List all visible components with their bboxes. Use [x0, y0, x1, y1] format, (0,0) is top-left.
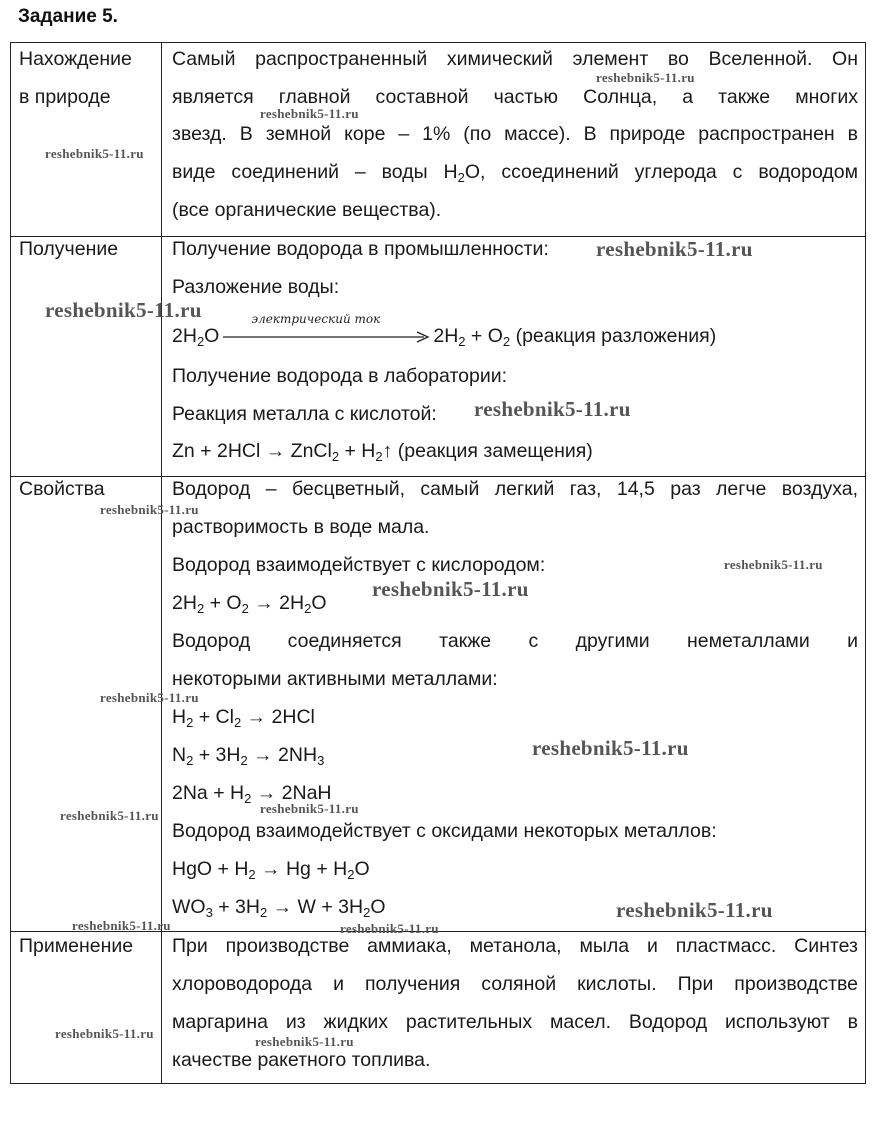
watermark: reshebnik5-11.ru — [474, 397, 631, 421]
watermark: reshebnik5-11.ru — [72, 918, 171, 933]
watermark: reshebnik5-11.ru — [596, 70, 695, 85]
watermark: reshebnik5-11.ru — [100, 502, 199, 517]
watermark: reshebnik5-11.ru — [596, 237, 753, 261]
properties-line: Водород взаимодействует с оксидами некоторых металлов: — [172, 820, 717, 842]
occurrence-line: виде соединений – воды $H_2O$, ссоединений углерода с водородом — [172, 161, 858, 185]
page-title: Задание 5. — [18, 6, 118, 27]
watermark: reshebnik5-11.ru — [60, 808, 159, 823]
reaction-arrow — [221, 311, 431, 349]
occurrence-line: Самый распространенный химический элемент во Вселенной. Он — [172, 48, 858, 70]
equation-n2-h2: $N_2 + 3H_2 \to 2NH_3$ — [172, 744, 325, 768]
equation-hgo-h2: HgO + $H_2 \to Hg + H_2O$ — [172, 858, 370, 882]
row-header-production: Получение — [19, 238, 119, 260]
watermark: reshebnik5-11.ru — [100, 690, 199, 705]
row-header-occurrence-line2: в природе — [19, 86, 111, 108]
production-line: Получение водорода в промышленности: — [172, 238, 549, 260]
watermark: reshebnik5-11.ru — [532, 736, 689, 760]
properties-line: Водород взаимодействует с кислородом: — [172, 554, 546, 576]
properties-line: Водород – бесцветный, самый легкий газ, 14,5 раз легче воздуха, — [172, 478, 858, 500]
watermark: reshebnik5-11.ru — [45, 146, 144, 161]
production-line: Реакция металла с кислотой: — [172, 403, 437, 425]
application-line: хлороводорода и получения соляной кислоты. При производстве — [172, 973, 858, 995]
occurrence-line: (все органические вещества). — [172, 199, 442, 221]
row-header-occurrence-line1: Нахождение — [19, 48, 132, 70]
properties-line: некоторыми активными металлами: — [172, 668, 498, 690]
watermark: reshebnik5-11.ru — [260, 106, 359, 121]
arrow-condition-label: электрический ток — [251, 311, 381, 326]
watermark: reshebnik5-11.ru — [45, 298, 202, 322]
application-line: качестве ракетного топлива. — [172, 1049, 431, 1071]
production-line: Получение водорода в лаборатории: — [172, 365, 508, 387]
water-decomposition-equation: $2H_2O$ электрический ток $2H_2 + O_2$ (реакция разложения) — [172, 311, 717, 349]
application-line: маргарина из жидких растительных масел. Водород используют в — [172, 1011, 858, 1033]
occurrence-line: звезд. В земной коре – 1% (по массе). В природе распространен в — [172, 123, 858, 145]
watermark: reshebnik5-11.ru — [260, 801, 359, 816]
watermark: reshebnik5-11.ru — [55, 1026, 154, 1041]
watermark: reshebnik5-11.ru — [255, 1034, 354, 1049]
zinc-acid-equation: Zn + 2HCl → ZnCl$_2$ + $H_2↑$ (реакция замещения) — [172, 440, 593, 464]
watermark: reshebnik5-11.ru — [724, 557, 823, 572]
watermark: reshebnik5-11.ru — [372, 577, 529, 601]
row-header-properties: Свойства — [19, 478, 105, 500]
properties-line: растворимость в воде мала. — [172, 516, 430, 538]
equation-h2-o2: $2H_2 + O_2 \to 2H_2O$ — [172, 592, 327, 616]
equation-h2-cl2: $H_2 + Cl_2 \to 2HCl$ — [172, 706, 315, 730]
equation-wo3-h2: $WO_3 + 3H_2 \to W + 3H_2O$ — [172, 896, 386, 920]
production-line: Разложение воды: — [172, 276, 340, 298]
row-header-application: Применение — [19, 935, 134, 957]
equation-na-h2: $2Na + H_2 \to 2NaH$ — [172, 782, 332, 806]
watermark: reshebnik5-11.ru — [616, 898, 773, 922]
application-line: При производстве аммиака, метанола, мыла и пластмасс. Синтез — [172, 935, 858, 957]
properties-line: Водород соединяется также с другими неметаллами и — [172, 630, 858, 652]
watermark: reshebnik5-11.ru — [340, 921, 439, 936]
occurrence-line: является главной составной частью Солнца, а также многих — [172, 86, 858, 108]
